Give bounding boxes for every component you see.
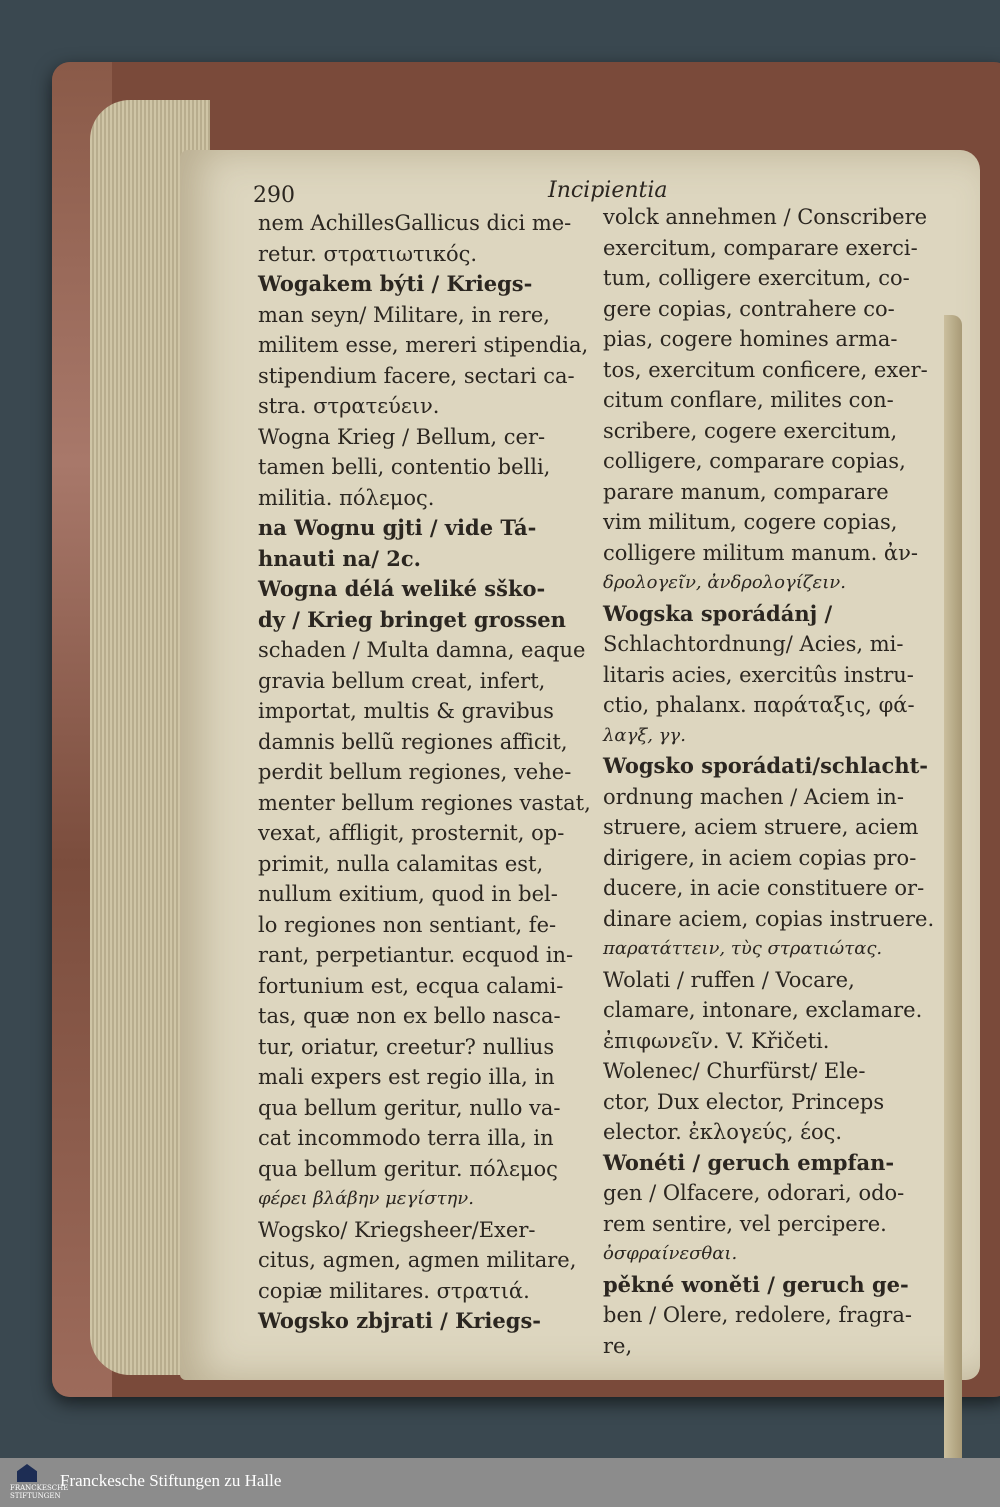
text-line: parare manum, comparare bbox=[603, 479, 889, 504]
text-line: nem AchillesGallicus dici me- bbox=[258, 211, 572, 235]
text-line: nullum exitium, quod in bel- bbox=[258, 882, 558, 906]
text-line: pěkné woněti / geruch ge- bbox=[603, 1271, 909, 1297]
text-line: gravia bellum creat, infert, bbox=[258, 668, 546, 693]
text-line: vexat, affligit, prosternit, op- bbox=[258, 821, 565, 845]
text-line: na Wognu gjti / vide Tá- bbox=[258, 515, 537, 540]
text-line: colligere, comparare copias, bbox=[603, 449, 906, 473]
left-column bbox=[258, 208, 591, 1337]
text-line: ducere, in acie constituere or- bbox=[603, 876, 925, 900]
page-number: 290 bbox=[253, 183, 295, 208]
text-line: militia. πόλεμος. bbox=[258, 485, 435, 510]
text-line: qua bellum geritur. πόλεμος bbox=[258, 1156, 558, 1181]
facing-page-edge bbox=[944, 315, 962, 1458]
text-line: tos, exercitum conficere, exer- bbox=[603, 357, 928, 382]
text-line: colligere militum manum. ἀν- bbox=[603, 540, 918, 565]
text-line: fortunium est, ecqua calami- bbox=[258, 973, 564, 998]
text-line: copiæ militares. στρατιά. bbox=[258, 1278, 530, 1303]
text-line: tur, oriatur, creetur? nullius bbox=[258, 1034, 555, 1059]
text-line: ctio, phalanx. παράταξις, φά- bbox=[603, 693, 915, 717]
text-line: Wolenec/ Churfürst/ Ele- bbox=[603, 1059, 866, 1083]
text-line: elector. ἐκλογεύς, έος. bbox=[603, 1120, 843, 1144]
text-line: mali expers est regio illa, in bbox=[258, 1065, 555, 1089]
text-line: ordnung machen / Aciem in- bbox=[603, 784, 904, 809]
running-head: Incipientia bbox=[548, 178, 668, 203]
text-line: Wogakem býti / Kriegs- bbox=[258, 271, 533, 296]
text-line: ben / Olere, redolere, fragra- bbox=[603, 1303, 912, 1327]
text-line: citus, agmen, agmen militare, bbox=[258, 1248, 577, 1272]
text-line: pias, cogere homines arma- bbox=[603, 327, 898, 351]
text-line: δρολογεῖν, ἀνδρολογίζειν. bbox=[603, 572, 846, 593]
right-column bbox=[603, 202, 934, 1361]
text-line: retur. στρατιωτικός. bbox=[258, 241, 478, 266]
text-line: damnis bellũ regiones afficit, bbox=[258, 729, 568, 754]
text-line: litaris acies, exercitûs instru- bbox=[603, 662, 914, 687]
text-line: re, bbox=[603, 1333, 633, 1358]
text-line: gere copias, contrahere co- bbox=[603, 296, 895, 321]
text-line: militem esse, mereri stipendia, bbox=[258, 333, 589, 357]
text-line: tamen belli, contentio belli, bbox=[258, 455, 551, 479]
text-line: Wogna délá weliké sško- bbox=[258, 576, 546, 601]
text-line: tas, quæ non ex bello nasca- bbox=[258, 1004, 561, 1028]
text-line: schaden / Multa damna, eaque bbox=[258, 638, 586, 662]
text-line: rant, perpetiantur. ecquod in- bbox=[258, 943, 574, 967]
text-line: clamare, intonare, exclamare. bbox=[603, 998, 923, 1022]
text-line: dinare aciem, copias instruere. bbox=[603, 906, 935, 931]
text-line: ἐπιφωνεῖν. V. Křičeti. bbox=[603, 1028, 830, 1053]
text-line: dy / Krieg bringet grossen bbox=[258, 606, 566, 632]
text-line: rem sentire, vel percipere. bbox=[603, 1211, 887, 1236]
text-line: man seyn/ Militare, in rere, bbox=[258, 302, 550, 327]
text-line: Wolati / ruffen / Vocare, bbox=[603, 967, 855, 992]
text-line: stipendium facere, sectari ca- bbox=[258, 363, 575, 388]
text-line: citum conflare, milites con- bbox=[603, 388, 894, 412]
text-line: ctor, Dux elector, Princeps bbox=[603, 1089, 885, 1114]
institution-logo: FRANCKESCHE STIFTUNGEN bbox=[10, 1464, 44, 1502]
text-line: struere, aciem struere, aciem bbox=[603, 815, 919, 839]
institution-name: Franckesche Stiftungen zu Halle bbox=[60, 1471, 282, 1490]
text-line: qua bellum geritur, nullo va- bbox=[258, 1095, 561, 1120]
text-line: λαγξ, γγ. bbox=[603, 724, 686, 746]
text-line: Wogsko zbjrati / Kriegs- bbox=[258, 1308, 541, 1333]
text-line: Wogska sporádánj / bbox=[603, 600, 833, 626]
text-line: Wonéti / geruch empfan- bbox=[603, 1149, 895, 1175]
text-line: volck annehmen / Conscribere bbox=[603, 205, 928, 229]
footer-bar bbox=[0, 1458, 1000, 1507]
text-line: menter bellum regiones vastat, bbox=[258, 790, 591, 815]
text-line: lo regiones non sentiant, fe- bbox=[258, 912, 557, 937]
text-line: παρατάττειν, τὺς στρατιώτας. bbox=[603, 938, 883, 959]
text-line: tum, colligere exercitum, co- bbox=[603, 266, 910, 290]
text-line: dirigere, in aciem copias pro- bbox=[603, 845, 917, 870]
text-line: cat incommodo terra illa, in bbox=[258, 1126, 554, 1150]
text-line: Schlachtordnung/ Acies, mi- bbox=[603, 632, 904, 656]
text-line: stra. στρατεύειν. bbox=[258, 394, 440, 418]
text-line: importat, multis & gravibus bbox=[258, 699, 554, 723]
text-line: scribere, cogere exercitum, bbox=[603, 418, 898, 443]
text-line: ὀσφραίνεσθαι. bbox=[603, 1243, 738, 1264]
text-line: perdit bellum regiones, vehe- bbox=[258, 760, 572, 784]
text-line: Wogsko sporádati/schlacht- bbox=[603, 753, 929, 778]
text-line: Wogsko/ Kriegsheer/Exer- bbox=[258, 1217, 536, 1242]
text-line: primit, nulla calamitas est, bbox=[258, 851, 544, 876]
text-line: exercitum, comparare exerci- bbox=[603, 235, 918, 260]
text-line: hnauti na/ 2c. bbox=[258, 545, 421, 571]
text-line: vim militum, cogere copias, bbox=[603, 510, 898, 534]
text-line: φέρει βλάβην μεγίστην. bbox=[258, 1188, 474, 1209]
text-line: Wogna Krieg / Bellum, cer- bbox=[258, 424, 546, 449]
text-line: gen / Olfacere, odorari, odo- bbox=[603, 1181, 905, 1205]
